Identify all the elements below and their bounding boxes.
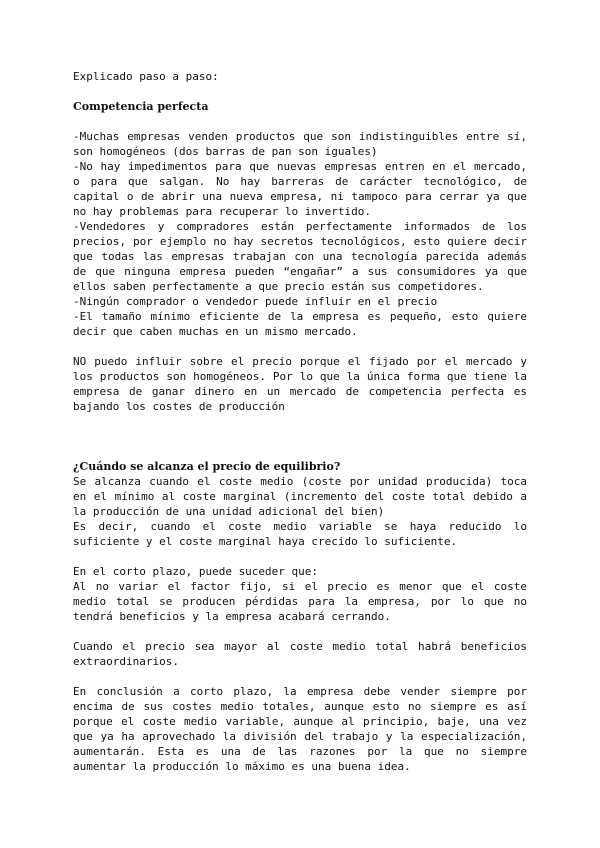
equilibrio-paragraph-3: Cuando el precio sea mayor al coste medio total habrá beneficios extraordinarios. — [73, 640, 534, 668]
spacer — [73, 429, 527, 459]
section-title-competencia: Competencia perfecta — [73, 100, 209, 113]
intro-text: Explicado paso a paso: — [73, 70, 219, 83]
equilibrio-paragraph-2: En el corto plazo, puede suceder que: Al no variar el factor fijo, si el precio es menor que el coste medio total se producen pérdidas para la empresa, por lo que no tendrá beneficios y la empresa acabará cerrando. — [73, 565, 527, 623]
competencia-conclusion: NO puedo influir sobre el precio porque el fijado por el mercado y los productos son homogéneos. Por lo que la única forma que tiene la empresa de ganar dinero en un mercado de competencia perfecta es bajando los costes de producción — [73, 355, 534, 413]
equilibrio-paragraph-4: En conclusión a corto plazo, la empresa debe vender siempre por encima de sus costes medio totales, aunque esto no siempre es así porque el coste medio variable, aunque al principio, baje, una vez que ya ha aprovechado la división del trabajo y la especialización, aumentarán. Esta es una de las razones por la que no siempre aumentar la producción lo máximo es una buena idea. — [73, 685, 534, 773]
section-title-equilibrio: ¿Cuándo se alcanza el precio de equilibrio? — [73, 460, 341, 473]
equilibrio-paragraph-1: Se alcanza cuando el coste medio (coste por unidad producida) toca en el mínimo al coste marginal (incremento del coste total debido a la producción de una unidad adicional del bien) Es decir, cuando el coste medio variable se haya reducido lo suficiente y el coste marginal haya crecido lo suficiente. — [73, 475, 527, 548]
competencia-bullets: -Muchas empresas venden productos que son indistinguibles entre sí, son homogéneos (dos barras de pan son iguales) -No hay impedimentos para que nuevas empresas entren en el mercado, o para que salgan. No hay barreras de carácter tecnológico, de capital o de abrir una nueva empresa, ni tampoco para cerrar ya que no hay problemas para recuperar lo invertido. -Vendedores y compradores están perfectamente informados de los precios, por ejemplo no hay secretos tecnológicos, esto quiere decir que todas las empresas trabajan con una tecnología parecida además de que ninguna empresa pueden “engañar” a sus consumidores ya que ellos saben perfectamente a que precio están sus competidores. -Ningún comprador o vendedor puede influir en el precio -El tamaño mínimo eficiente de la empresa es pequeño, esto quiere decir que caben muchas en un mismo mercado. — [73, 130, 527, 338]
